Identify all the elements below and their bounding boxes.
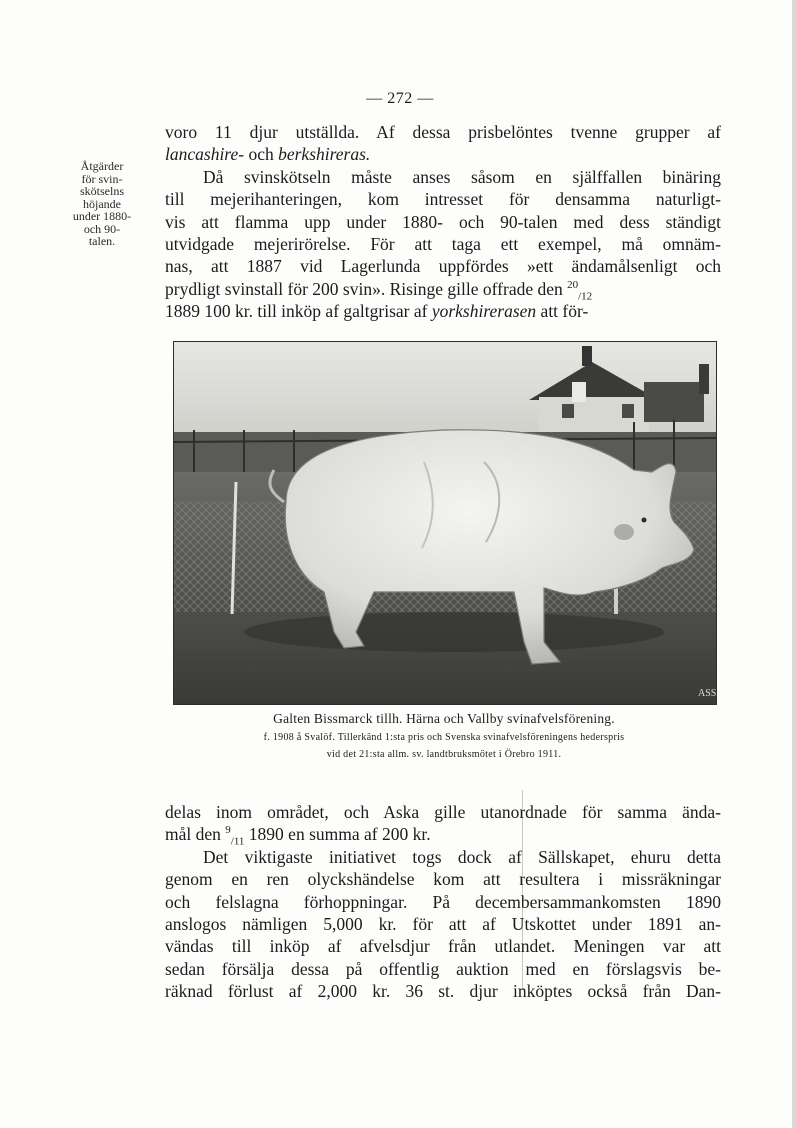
text-fragment: och bbox=[244, 144, 279, 165]
text-line: genom en ren olyckshändelse kom att resultera i missräkningar bbox=[165, 869, 721, 890]
text-line: vändas till inköp af afvelsdjur från utlandet. Meningen var att bbox=[165, 936, 721, 957]
fraction-numerator: 9 bbox=[225, 824, 231, 837]
text-line bbox=[165, 823, 721, 848]
text-fragment: att för- bbox=[536, 301, 589, 322]
text-fragment: prydligt svinstall för 200 svin». Risinge gille offrade den bbox=[165, 278, 568, 299]
text-line: anslogos nämligen 5,000 kr. för att af Utskottet under 1891 an- bbox=[165, 913, 721, 934]
text-line: voro 11 djur utställda. Af dessa prisbelöntes tvenne grupper af bbox=[165, 122, 721, 142]
text-line: delas inom området, och Aska gille utanordnade för samma ända- bbox=[165, 802, 721, 822]
fraction-numerator: 20 bbox=[567, 278, 579, 291]
photo-boar bbox=[173, 341, 717, 705]
text-fragment: 1890 en summa af 200 kr. bbox=[244, 824, 431, 845]
pig bbox=[244, 430, 694, 664]
photo-illustration bbox=[174, 342, 716, 704]
page-number: — 272 — bbox=[366, 90, 434, 107]
text-line bbox=[165, 278, 721, 303]
margin-note-line: för svin- bbox=[81, 171, 123, 186]
text-line: Det viktigaste initiativet togs dock af Sällskapet, ehuru detta bbox=[203, 846, 721, 867]
margin-note-line: Åtgärder bbox=[80, 159, 124, 173]
text-line: räknad förlust af 2,000 kr. 36 st. djur inköptes också från Dan- bbox=[165, 981, 721, 1002]
text-line: sedan försälja dessa på offentlig auktion med en förslagsvis be- bbox=[165, 958, 721, 979]
text-fragment: 1889 100 kr. till inköp af galtgrisar af bbox=[165, 301, 432, 322]
text-line: vis att flamma upp under 1880- och 90-talen med dess ständigt bbox=[165, 211, 721, 232]
margin-note-line: och 90- bbox=[83, 221, 121, 236]
caption-detail: f. 1908 å Svalöf. Tillerkänd 1:sta pris och Svenska svinafvelsföreningens hederspris bbox=[263, 732, 625, 743]
bottom-paragraph bbox=[165, 801, 721, 1003]
margin-note-line: talen. bbox=[88, 234, 116, 248]
italic-breed: yorkshirerasen bbox=[431, 301, 537, 322]
text-line bbox=[165, 143, 721, 165]
top-paragraph bbox=[165, 121, 721, 323]
text-fragment: mål den bbox=[165, 824, 226, 845]
text-line: nas, att 1887 vid Lagerlunda uppfördes »ett ändamålsenligt och bbox=[165, 256, 721, 277]
italic-breed: berkshireras. bbox=[278, 144, 371, 165]
caption-detail: vid det 21:sta allm. sv. landtbruksmötet i Örebro 1911. bbox=[326, 749, 562, 760]
margin-note bbox=[52, 160, 152, 248]
text-line bbox=[165, 300, 721, 322]
text-line: utvidgade mejerirörelse. För att taga ett exempel, må omnäm- bbox=[165, 233, 721, 254]
caption-title: Galten Bissmarck tillh. Härna och Vallby svinafvelsförening. bbox=[273, 711, 615, 726]
margin-note-line: höjande bbox=[83, 196, 121, 211]
photo-signature: ASS bbox=[698, 688, 716, 699]
text-line: och felslagna förhoppningar. På decembersammankomsten 1890 bbox=[165, 891, 721, 912]
margin-note-line: skötselns bbox=[79, 184, 124, 198]
margin-note-line: under 1880- bbox=[72, 209, 132, 223]
fraction-denominator: /11 bbox=[230, 835, 245, 848]
text-line: Då svinskötseln måste anses såsom en själffallen binäring bbox=[203, 166, 721, 187]
page-edge bbox=[792, 0, 796, 1128]
italic-breed: lancashire- bbox=[165, 144, 245, 165]
text-line: till mejerihanteringen, kom intresset för densamma naturligt- bbox=[165, 189, 721, 210]
fraction-denominator: /12 bbox=[578, 290, 593, 303]
